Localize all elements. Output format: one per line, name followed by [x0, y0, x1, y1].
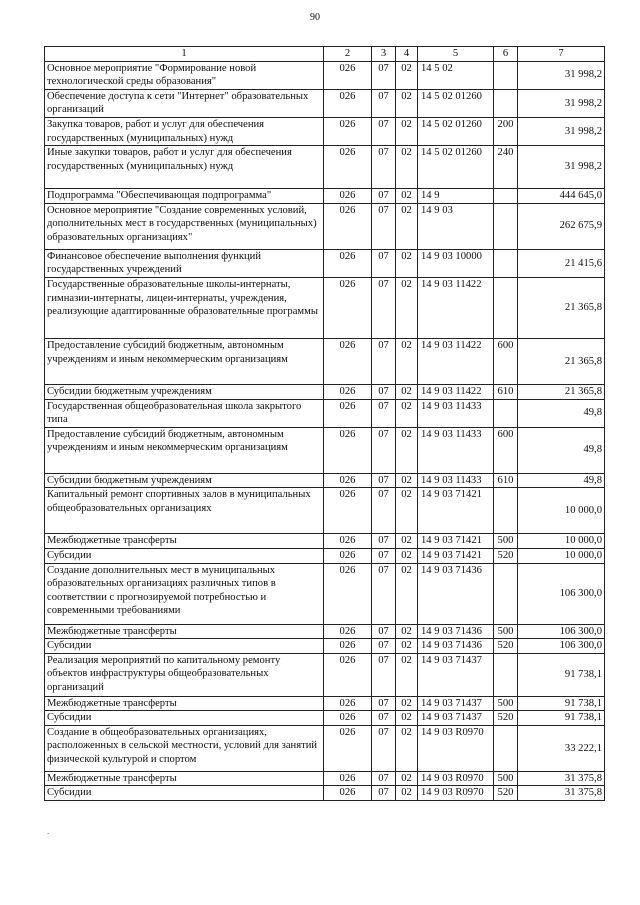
row-section: 07: [372, 696, 396, 711]
row-ministry-code: 026: [324, 548, 372, 563]
row-target-article: 14 5 02: [418, 61, 494, 89]
row-expense-type: [494, 249, 518, 277]
table-row: [45, 399, 605, 427]
row-ministry-code: 026: [324, 384, 372, 399]
row-section: 07: [372, 639, 396, 654]
row-name: Основное мероприятие "Формирование новой технологической среды образования": [45, 61, 324, 89]
row-target-article: 14 9 03 71421: [418, 548, 494, 563]
row-amount: 49,8: [518, 399, 605, 427]
table-row: [45, 189, 605, 204]
row-name: Межбюджетные трансферты: [45, 771, 324, 786]
row-subsection: 02: [396, 639, 418, 654]
row-expense-type: 500: [494, 771, 518, 786]
row-section: 07: [372, 427, 396, 473]
row-name: Субсидии: [45, 711, 324, 726]
column-header-amount: 7: [518, 47, 605, 62]
row-name: Финансовое обеспечение выполнения функций государственных учреждений: [45, 249, 324, 277]
row-amount: 262 675,9: [518, 203, 605, 249]
table-row: [45, 725, 605, 771]
row-expense-type: 610: [494, 384, 518, 399]
row-expense-type: 610: [494, 473, 518, 488]
row-subsection: 02: [396, 61, 418, 89]
column-header-target: 5: [418, 47, 494, 62]
row-ministry-code: 026: [324, 771, 372, 786]
column-header-expense-type: 6: [494, 47, 518, 62]
row-ministry-code: 026: [324, 117, 372, 145]
row-expense-type: [494, 488, 518, 534]
row-amount: 49,8: [518, 427, 605, 473]
table-row: [45, 711, 605, 726]
row-target-article: 14 9 03 11433: [418, 399, 494, 427]
table-row: [45, 61, 605, 89]
row-amount: 10 000,0: [518, 548, 605, 563]
row-expense-type: 520: [494, 548, 518, 563]
row-ministry-code: 026: [324, 89, 372, 117]
row-target-article: 14 9 03 11433: [418, 473, 494, 488]
row-name: Государственная общеобразовательная школа закрытого типа: [45, 399, 324, 427]
row-name: Государственные образовательные школы-интернаты, гимназии-интернаты, лицеи-интернаты, учреждения, реализующие адаптированные образовательные программы: [45, 277, 324, 338]
row-subsection: 02: [396, 277, 418, 338]
row-section: 07: [372, 534, 396, 549]
table-row: [45, 563, 605, 624]
row-amount: 21 365,8: [518, 384, 605, 399]
row-name: Иные закупки товаров, работ и услуг для обеспечения государственных (муниципальных) нужд: [45, 146, 324, 189]
row-amount: 31 998,2: [518, 61, 605, 89]
budget-table: [44, 46, 605, 801]
row-expense-type: 240: [494, 146, 518, 189]
row-expense-type: [494, 277, 518, 338]
row-expense-type: [494, 399, 518, 427]
row-ministry-code: 026: [324, 249, 372, 277]
row-target-article: 14 9 03 11422: [418, 338, 494, 384]
table-row: [45, 89, 605, 117]
row-target-article: 14 5 02 01260: [418, 89, 494, 117]
row-target-article: 14 9 03 R0970: [418, 786, 494, 801]
row-section: 07: [372, 146, 396, 189]
row-amount: 33 222,1: [518, 725, 605, 771]
row-amount: 106 300,0: [518, 624, 605, 639]
row-section: 07: [372, 473, 396, 488]
row-target-article: 14 9 03 11433: [418, 427, 494, 473]
row-expense-type: 500: [494, 534, 518, 549]
row-ministry-code: 026: [324, 534, 372, 549]
row-expense-type: [494, 89, 518, 117]
row-subsection: 02: [396, 146, 418, 189]
row-name: Предоставление субсидий бюджетным, автономным учреждениям и иным некоммерческим организациям: [45, 338, 324, 384]
table-row: [45, 488, 605, 534]
row-target-article: 14 9 03 71436: [418, 624, 494, 639]
table-row: [45, 427, 605, 473]
row-section: 07: [372, 653, 396, 696]
row-amount: 21 365,8: [518, 277, 605, 338]
row-amount: 31 375,8: [518, 771, 605, 786]
row-ministry-code: 026: [324, 563, 372, 624]
row-subsection: 02: [396, 563, 418, 624]
row-target-article: 14 9 03 71437: [418, 711, 494, 726]
row-amount: 31 375,8: [518, 786, 605, 801]
row-section: 07: [372, 488, 396, 534]
column-header-name: 1: [45, 47, 324, 62]
row-subsection: 02: [396, 338, 418, 384]
row-amount: 31 998,2: [518, 89, 605, 117]
page-corner-mark: .: [47, 826, 50, 836]
row-subsection: 02: [396, 249, 418, 277]
table-row: [45, 384, 605, 399]
table-row: [45, 696, 605, 711]
row-section: 07: [372, 61, 396, 89]
column-header-section: 3: [372, 47, 396, 62]
table-row: [45, 117, 605, 145]
table-row: [45, 771, 605, 786]
row-expense-type: [494, 189, 518, 204]
row-target-article: 14 9 03 11422: [418, 384, 494, 399]
row-expense-type: [494, 725, 518, 771]
row-target-article: 14 9: [418, 189, 494, 204]
row-target-article: 14 5 02 01260: [418, 146, 494, 189]
row-ministry-code: 026: [324, 427, 372, 473]
row-ministry-code: 026: [324, 203, 372, 249]
row-expense-type: 520: [494, 639, 518, 654]
table-row: [45, 548, 605, 563]
row-name: Субсидии: [45, 548, 324, 563]
row-section: 07: [372, 711, 396, 726]
row-amount: 91 738,1: [518, 653, 605, 696]
row-section: 07: [372, 399, 396, 427]
row-expense-type: 520: [494, 786, 518, 801]
row-target-article: 14 9 03 71421: [418, 488, 494, 534]
row-name: Субсидии бюджетным учреждениям: [45, 384, 324, 399]
row-subsection: 02: [396, 771, 418, 786]
row-subsection: 02: [396, 488, 418, 534]
row-section: 07: [372, 117, 396, 145]
row-ministry-code: 026: [324, 624, 372, 639]
row-name: Предоставление субсидий бюджетным, автономным учреждениям и иным некоммерческим организациям: [45, 427, 324, 473]
row-amount: 106 300,0: [518, 639, 605, 654]
row-ministry-code: 026: [324, 473, 372, 488]
row-ministry-code: 026: [324, 786, 372, 801]
row-target-article: 14 9 03 71436: [418, 639, 494, 654]
row-expense-type: [494, 563, 518, 624]
row-section: 07: [372, 203, 396, 249]
row-name: Межбюджетные трансферты: [45, 624, 324, 639]
row-target-article: 14 9 03: [418, 203, 494, 249]
row-target-article: 14 9 03 71436: [418, 563, 494, 624]
row-name: Межбюджетные трансферты: [45, 696, 324, 711]
row-section: 07: [372, 725, 396, 771]
row-expense-type: [494, 653, 518, 696]
row-name: Субсидии: [45, 639, 324, 654]
row-ministry-code: 026: [324, 189, 372, 204]
row-section: 07: [372, 277, 396, 338]
row-ministry-code: 026: [324, 488, 372, 534]
table-row: [45, 277, 605, 338]
row-ministry-code: 026: [324, 696, 372, 711]
table-row: [45, 146, 605, 189]
row-name: Субсидии: [45, 786, 324, 801]
row-amount: 21 365,8: [518, 338, 605, 384]
row-subsection: 02: [396, 189, 418, 204]
table-row: [45, 786, 605, 801]
row-expense-type: [494, 61, 518, 89]
row-target-article: 14 9 03 11422: [418, 277, 494, 338]
row-target-article: 14 9 03 R0970: [418, 771, 494, 786]
row-expense-type: [494, 203, 518, 249]
table-row: [45, 639, 605, 654]
table-row: [45, 653, 605, 696]
row-section: 07: [372, 624, 396, 639]
row-ministry-code: 026: [324, 338, 372, 384]
table-row: [45, 534, 605, 549]
row-amount: 31 998,2: [518, 117, 605, 145]
row-subsection: 02: [396, 711, 418, 726]
row-target-article: 14 9 03 71437: [418, 696, 494, 711]
row-name: Создание дополнительных мест в муниципальных образовательных организациях различных типов в соответствии с прогнозируемой потребностью и современными требованиями: [45, 563, 324, 624]
column-header-subsection: 4: [396, 47, 418, 62]
row-subsection: 02: [396, 89, 418, 117]
table-row: [45, 203, 605, 249]
row-amount: 10 000,0: [518, 488, 605, 534]
row-name: Обеспечение доступа к сети "Интернет" образовательных организаций: [45, 89, 324, 117]
row-ministry-code: 026: [324, 725, 372, 771]
table-row: [45, 624, 605, 639]
row-target-article: 14 9 03 71437: [418, 653, 494, 696]
header-row: [45, 47, 605, 62]
row-amount: 91 738,1: [518, 711, 605, 726]
row-expense-type: 500: [494, 696, 518, 711]
row-name: Закупка товаров, работ и услуг для обеспечения государственных (муниципальных) нужд: [45, 117, 324, 145]
table-row: [45, 473, 605, 488]
row-section: 07: [372, 338, 396, 384]
row-subsection: 02: [396, 653, 418, 696]
row-subsection: 02: [396, 624, 418, 639]
row-expense-type: 500: [494, 624, 518, 639]
row-target-article: 14 5 02 01260: [418, 117, 494, 145]
row-subsection: 02: [396, 117, 418, 145]
row-subsection: 02: [396, 384, 418, 399]
row-amount: 444 645,0: [518, 189, 605, 204]
row-name: Подпрограмма "Обеспечивающая подпрограмма": [45, 189, 324, 204]
row-ministry-code: 026: [324, 61, 372, 89]
row-subsection: 02: [396, 203, 418, 249]
row-subsection: 02: [396, 548, 418, 563]
row-ministry-code: 026: [324, 399, 372, 427]
row-ministry-code: 026: [324, 146, 372, 189]
row-target-article: 14 9 03 10000: [418, 249, 494, 277]
row-name: Создание в общеобразовательных организациях, расположенных в сельской местности, условий для занятий физической культурой и спортом: [45, 725, 324, 771]
table-row: [45, 338, 605, 384]
row-subsection: 02: [396, 786, 418, 801]
row-section: 07: [372, 548, 396, 563]
row-amount: 91 738,1: [518, 696, 605, 711]
row-ministry-code: 026: [324, 277, 372, 338]
row-subsection: 02: [396, 534, 418, 549]
row-section: 07: [372, 786, 396, 801]
row-name: Капитальный ремонт спортивных залов в муниципальных общеобразовательных организациях: [45, 488, 324, 534]
page-number: 90: [310, 12, 320, 23]
row-expense-type: 600: [494, 427, 518, 473]
row-ministry-code: 026: [324, 639, 372, 654]
row-target-article: 14 9 03 71421: [418, 534, 494, 549]
row-amount: 10 000,0: [518, 534, 605, 549]
row-name: Основное мероприятие "Создание современных условий, дополнительных мест в государственных (муниципальных) образовательных организациях": [45, 203, 324, 249]
row-section: 07: [372, 249, 396, 277]
row-expense-type: 600: [494, 338, 518, 384]
row-subsection: 02: [396, 696, 418, 711]
row-expense-type: 200: [494, 117, 518, 145]
row-amount: 31 998,2: [518, 146, 605, 189]
row-section: 07: [372, 189, 396, 204]
row-section: 07: [372, 563, 396, 624]
row-target-article: 14 9 03 R0970: [418, 725, 494, 771]
row-amount: 106 300,0: [518, 563, 605, 624]
row-ministry-code: 026: [324, 653, 372, 696]
row-name: Межбюджетные трансферты: [45, 534, 324, 549]
table-row: [45, 249, 605, 277]
row-name: Субсидии бюджетным учреждениям: [45, 473, 324, 488]
row-subsection: 02: [396, 725, 418, 771]
row-name: Реализация мероприятий по капитальному ремонту объектов инфраструктуры общеобразовательных организаций: [45, 653, 324, 696]
row-subsection: 02: [396, 399, 418, 427]
row-section: 07: [372, 771, 396, 786]
row-ministry-code: 026: [324, 711, 372, 726]
row-subsection: 02: [396, 473, 418, 488]
row-amount: 21 415,6: [518, 249, 605, 277]
row-section: 07: [372, 89, 396, 117]
row-expense-type: 520: [494, 711, 518, 726]
column-header-ministry: 2: [324, 47, 372, 62]
row-amount: 49,8: [518, 473, 605, 488]
row-section: 07: [372, 384, 396, 399]
row-subsection: 02: [396, 427, 418, 473]
